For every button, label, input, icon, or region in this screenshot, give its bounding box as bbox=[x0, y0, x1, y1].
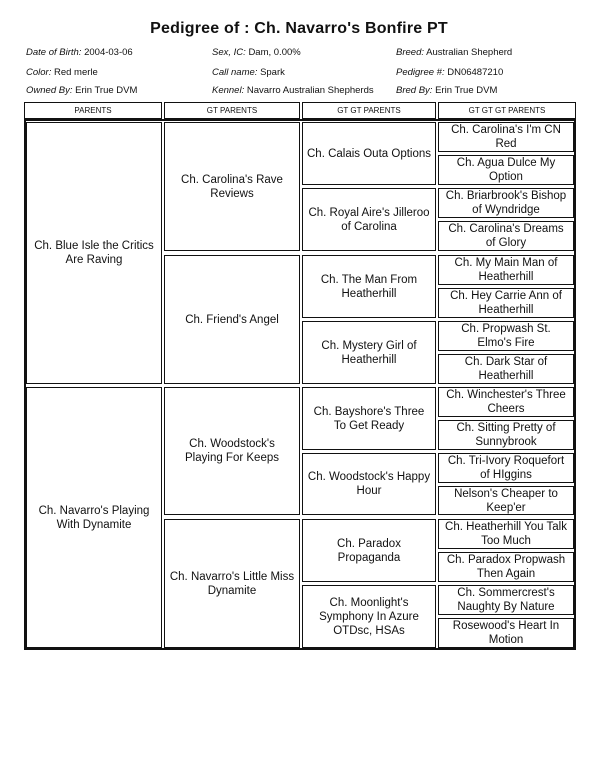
date-of-birth-label: Date of Birth: bbox=[26, 47, 82, 58]
great-grandparent-2: Ch. Royal Aire's Jilleroo of Carolina bbox=[302, 188, 436, 251]
grandparent-3: Ch. Woodstock's Playing For Keeps bbox=[164, 387, 300, 515]
parent-dam: Ch. Navarro's Playing With Dynamite bbox=[26, 387, 162, 648]
great-grandparent-1: Ch. Calais Outa Options bbox=[302, 122, 436, 185]
owned-by-value: Erin True DVM bbox=[75, 85, 138, 96]
grandparent-4: Ch. Navarro's Little Miss Dynamite bbox=[164, 519, 300, 648]
great-great-grandparent-2: Ch. Agua Dulce My Option bbox=[438, 155, 574, 185]
great-grandparent-3: Ch. The Man From Heatherhill bbox=[302, 255, 436, 318]
owned-by bbox=[26, 85, 137, 96]
great-grandparent-7: Ch. Paradox Propaganda bbox=[302, 519, 436, 582]
color bbox=[26, 67, 98, 78]
pedigree-number-value: DN06487210 bbox=[447, 67, 504, 78]
breed bbox=[396, 47, 512, 58]
great-great-grandparent-6: Ch. Hey Carrie Ann of Heatherhill bbox=[438, 288, 574, 318]
color-label: Color: bbox=[26, 67, 52, 78]
page-title: Pedigree of : Ch. Navarro's Bonfire PT bbox=[150, 20, 448, 37]
header-gt-parents: GT PARENTS bbox=[164, 102, 300, 119]
great-grandparent-8: Ch. Moonlight's Symphony In Azure OTDsc, HSAs bbox=[302, 585, 436, 648]
great-great-grandparent-14: Ch. Paradox Propwash Then Again bbox=[438, 552, 574, 582]
kennel-label: Kennel: bbox=[212, 85, 245, 96]
great-great-grandparent-12: Nelson's Cheaper to Keep'er bbox=[438, 486, 574, 515]
header-parents: PARENTS bbox=[24, 102, 162, 119]
great-great-grandparent-10: Ch. Sitting Pretty of Sunnybrook bbox=[438, 420, 574, 450]
color-value: Red merle bbox=[53, 67, 98, 78]
kennel bbox=[212, 85, 374, 96]
call-name bbox=[212, 67, 285, 78]
date-of-birth bbox=[26, 47, 133, 58]
great-great-grandparent-15: Ch. Sommercrest's Naughty By Nature bbox=[438, 585, 574, 615]
great-great-grandparent-7: Ch. Propwash St. Elmo's Fire bbox=[438, 321, 574, 351]
grandparent-2: Ch. Friend's Angel bbox=[164, 255, 300, 384]
breed-value: Australian Shepherd bbox=[426, 47, 513, 58]
pedigree-number bbox=[396, 67, 503, 78]
great-grandparent-6: Ch. Woodstock's Happy Hour bbox=[302, 453, 436, 515]
date-of-birth-value: 2004-03-06 bbox=[84, 47, 133, 58]
sex-ic-value: Dam, 0.00% bbox=[248, 47, 301, 58]
great-great-grandparent-9: Ch. Winchester's Three Cheers bbox=[438, 387, 574, 417]
great-great-grandparent-3: Ch. Briarbrook's Bishop of Wyndridge bbox=[438, 188, 574, 218]
great-great-grandparent-16: Rosewood's Heart In Motion bbox=[438, 618, 574, 648]
great-great-grandparent-11: Ch. Tri-Ivory Roquefort of HIggins bbox=[438, 453, 574, 483]
great-great-grandparent-8: Ch. Dark Star of Heatherhill bbox=[438, 354, 574, 384]
kennel-value: Navarro Australian Shepherds bbox=[246, 85, 374, 96]
bred-by-label: Bred By: bbox=[396, 85, 433, 96]
great-great-grandparent-5: Ch. My Main Man of Heatherhill bbox=[438, 255, 574, 285]
pedigree-number-label: Pedigree #: bbox=[396, 67, 445, 78]
breed-label: Breed: bbox=[396, 47, 424, 58]
header-gt-gt-parents: GT GT PARENTS bbox=[302, 102, 436, 119]
header-gt-gt-gt-parents: GT GT GT PARENTS bbox=[438, 102, 576, 119]
great-great-grandparent-13: Ch. Heatherhill You Talk Too Much bbox=[438, 519, 574, 549]
grandparent-1: Ch. Carolina's Rave Reviews bbox=[164, 122, 300, 251]
owned-by-label: Owned By: bbox=[26, 85, 73, 96]
great-grandparent-4: Ch. Mystery Girl of Heatherhill bbox=[302, 321, 436, 384]
sex-ic bbox=[212, 47, 301, 58]
call-name-label: Call name: bbox=[212, 67, 258, 78]
bred-by-value: Erin True DVM bbox=[435, 85, 498, 96]
great-great-grandparent-4: Ch. Carolina's Dreams of Glory bbox=[438, 221, 574, 251]
parent-sire: Ch. Blue Isle the Critics Are Raving bbox=[26, 122, 162, 384]
great-great-grandparent-1: Ch. Carolina's I'm CN Red bbox=[438, 122, 574, 152]
great-grandparent-5: Ch. Bayshore's Three To Get Ready bbox=[302, 387, 436, 450]
sex-ic-label: Sex, IC: bbox=[212, 47, 246, 58]
bred-by bbox=[396, 85, 497, 96]
call-name-value: Spark bbox=[260, 67, 285, 78]
